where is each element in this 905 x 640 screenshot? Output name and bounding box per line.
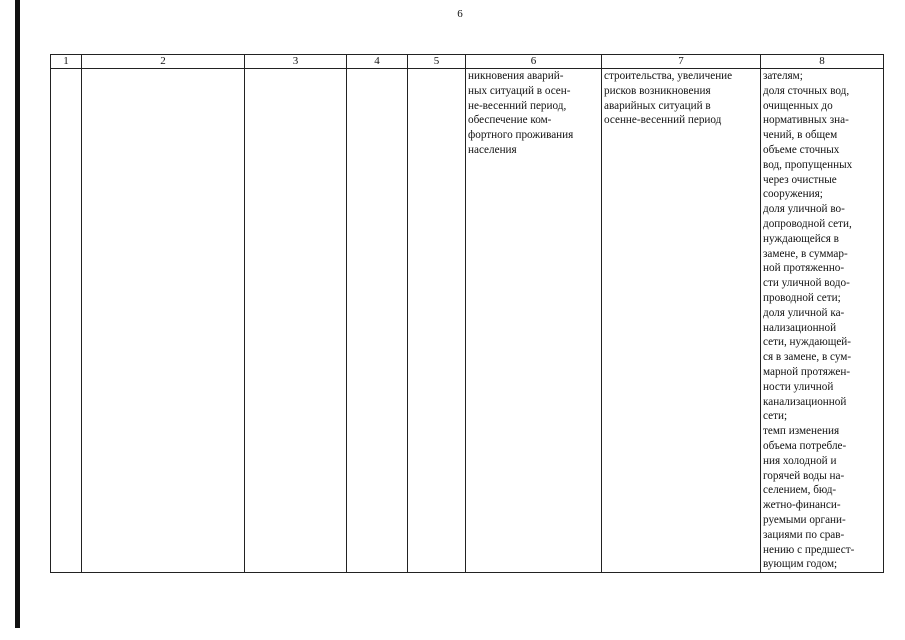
column-header-6: 6 (466, 55, 602, 69)
cell-col-7 (602, 69, 761, 573)
text-line: нению с предшест- (763, 543, 855, 556)
text-line: вующим годом; (763, 558, 838, 571)
text-line: руемыми органи- (763, 513, 846, 526)
text-line: не-весенний период, (468, 99, 567, 112)
text-line: доля сточных вод, (763, 84, 850, 97)
col7-text (604, 69, 758, 128)
scan-edge-bar (15, 0, 20, 628)
text-line: замене, в суммар- (763, 247, 848, 260)
col8-text (763, 69, 881, 572)
text-line: объема потребле- (763, 439, 847, 452)
table-row (51, 69, 884, 573)
text-line: никновения аварий- (468, 70, 564, 82)
text-line: ных ситуаций в осен- (468, 84, 571, 97)
text-line: нализационной (763, 321, 837, 334)
cell-col-8 (761, 69, 884, 573)
text-line: фортного проживания (468, 129, 574, 142)
column-header-5: 5 (408, 55, 466, 69)
col6-text (468, 69, 599, 158)
text-line: темп изменения (763, 425, 840, 438)
text-line: вод, пропущенных (763, 158, 853, 171)
column-header-7: 7 (602, 55, 761, 69)
text-line: очищенных до (763, 99, 833, 112)
cell-col-4 (347, 69, 408, 573)
cell-col-2 (82, 69, 245, 573)
text-line: строительства, увеличение (604, 70, 733, 82)
text-line: через очистные (763, 173, 837, 186)
text-line: марной протяжен- (763, 365, 851, 378)
header-row (51, 55, 884, 69)
text-line: осенне-весенний период (604, 114, 722, 127)
text-line: ся в замене, в сум- (763, 351, 852, 364)
text-line: сти уличной водо- (763, 277, 850, 290)
page-number: 6 (457, 8, 463, 20)
text-line: ния холодной и (763, 454, 837, 467)
text-line: зациями по срав- (763, 528, 845, 541)
text-line: населения (468, 143, 517, 156)
column-header-1: 1 (51, 55, 82, 69)
column-header-3: 3 (245, 55, 347, 69)
text-line: жетно-финанси- (763, 499, 841, 512)
cell-col-3 (245, 69, 347, 573)
text-line: сооружения; (763, 188, 823, 201)
text-line: ности уличной (763, 380, 834, 393)
text-line: зателям; (763, 70, 803, 82)
text-line: рисков возникновения (604, 84, 711, 97)
text-line: сети, нуждающей- (763, 336, 852, 349)
text-line: допроводной сети, (763, 217, 852, 230)
cell-col-6 (466, 69, 602, 573)
cell-col-1 (51, 69, 82, 573)
text-line: нормативных зна- (763, 114, 849, 127)
text-line: чений, в общем (763, 129, 838, 142)
text-line: обеспечение ком- (468, 114, 552, 127)
text-line: сети; (763, 410, 788, 423)
cell-col-5 (408, 69, 466, 573)
text-line: селением, бюд- (763, 484, 837, 497)
document-table (50, 54, 884, 573)
column-header-2: 2 (82, 55, 245, 69)
text-line: объеме сточных (763, 143, 840, 156)
text-line: доля уличной ка- (763, 306, 845, 319)
text-line: проводной сети; (763, 291, 841, 304)
column-header-8: 8 (761, 55, 884, 69)
text-line: аварийных ситуаций в (604, 99, 711, 112)
text-line: ной протяженно- (763, 262, 845, 275)
text-line: горячей воды на- (763, 469, 845, 482)
text-line: доля уличной во- (763, 203, 845, 216)
text-line: нуждающейся в (763, 232, 839, 245)
text-line: канализационной (763, 395, 847, 408)
column-header-4: 4 (347, 55, 408, 69)
